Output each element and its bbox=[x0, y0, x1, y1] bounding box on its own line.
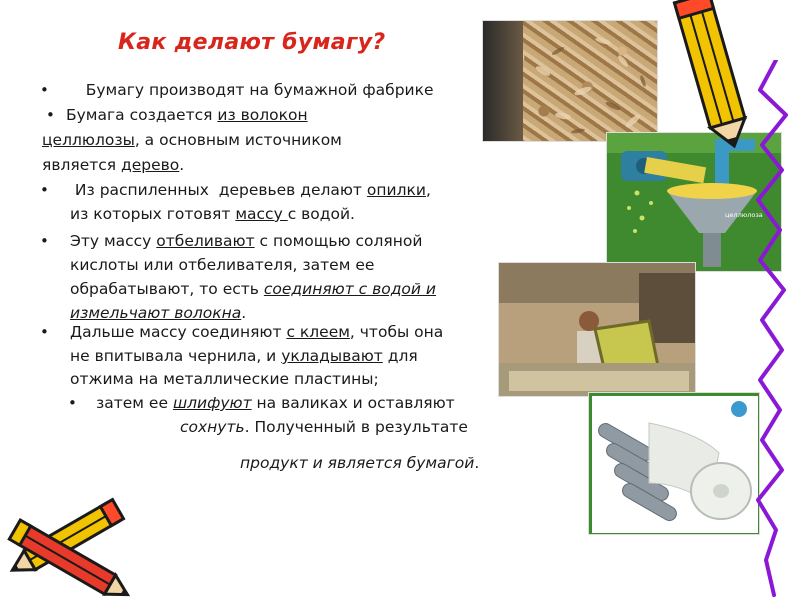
text-segment: с помощью соляной bbox=[254, 232, 423, 250]
text-segment: с водой. bbox=[287, 205, 355, 223]
text-line bbox=[70, 203, 355, 225]
crossed-pencils-icon bbox=[0, 478, 140, 600]
text-segment: , bbox=[425, 181, 431, 199]
paper-workshop-photo bbox=[498, 262, 696, 397]
cellulose-caption: целлюлоза bbox=[725, 211, 763, 219]
highlighted-term: целлюлозы bbox=[42, 131, 135, 149]
highlighted-term: из волокон bbox=[217, 106, 308, 124]
text-line bbox=[240, 452, 479, 474]
text-line bbox=[70, 179, 431, 201]
highlighted-term: измельчают волокна bbox=[70, 304, 242, 322]
text-line bbox=[42, 129, 342, 151]
text-segment: на валиках и оставляют bbox=[251, 394, 455, 412]
highlighted-term: укладывают bbox=[281, 347, 383, 365]
text-line bbox=[70, 230, 422, 252]
text-segment: обрабатывают, то есть bbox=[70, 280, 264, 298]
text-segment: . bbox=[241, 304, 247, 322]
text-segment: Бумага создается bbox=[66, 106, 218, 124]
text-segment: , а основным источником bbox=[134, 131, 342, 149]
highlighted-term: отбеливают bbox=[156, 232, 255, 250]
text-segment: из которых готовят bbox=[70, 205, 236, 223]
highlighted-term: дерево bbox=[121, 156, 180, 174]
text-segment: для bbox=[382, 347, 418, 365]
text-line bbox=[70, 278, 436, 300]
slide-title: Как делают бумагу? bbox=[118, 30, 386, 55]
text-segment: . bbox=[474, 454, 480, 472]
text-segment: продукт и является бумагой bbox=[240, 454, 475, 472]
paper-rolls-illustration bbox=[589, 393, 760, 535]
text-segment: является bbox=[42, 156, 122, 174]
text-line bbox=[70, 345, 418, 367]
text-segment: Из распиленных деревьев делают bbox=[70, 181, 367, 199]
workshop-illustration bbox=[499, 263, 696, 397]
text-line bbox=[42, 154, 184, 176]
bullet-marker: • bbox=[40, 181, 49, 199]
bullet-marker: • bbox=[46, 106, 55, 124]
highlighted-term: соединяют с водой и bbox=[263, 280, 436, 298]
bullet-marker: • bbox=[40, 232, 49, 250]
text-segment: Эту массу bbox=[70, 232, 157, 250]
text-line bbox=[70, 321, 443, 343]
text-line bbox=[70, 368, 379, 390]
text-segment: Бумагу производят на бумажной фабрике bbox=[66, 81, 434, 99]
text-line bbox=[180, 416, 468, 438]
text-line bbox=[96, 392, 455, 414]
highlighted-term: опилки bbox=[366, 181, 426, 199]
text-segment: отжима на металлические пластины; bbox=[70, 370, 379, 388]
bullet-marker: • bbox=[68, 394, 77, 412]
text-segment: . bbox=[179, 156, 185, 174]
highlighted-term: с клеем bbox=[286, 323, 350, 341]
text-segment: затем ее bbox=[96, 394, 173, 412]
highlighted-term: шлифуют bbox=[172, 394, 252, 412]
text-line bbox=[66, 79, 434, 101]
text-line bbox=[70, 254, 374, 276]
highlighted-term: массу bbox=[235, 205, 288, 223]
text-segment: кислоты или отбеливателя, затем ее bbox=[70, 256, 375, 274]
decorative-squiggle-icon bbox=[752, 60, 800, 600]
wood-chips-photo bbox=[482, 20, 658, 142]
text-segment: . Полученный в результате bbox=[244, 418, 468, 436]
bullet-marker: • bbox=[40, 323, 49, 341]
text-segment: , чтобы она bbox=[349, 323, 444, 341]
chips-texture bbox=[483, 21, 658, 142]
bullet-marker: • bbox=[40, 81, 49, 99]
text-segment: сохнуть bbox=[180, 418, 245, 436]
paper-rolls-image bbox=[588, 392, 760, 535]
text-segment: Дальше массу соединяют bbox=[70, 323, 287, 341]
text-segment: не впитывала чернила, и bbox=[70, 347, 282, 365]
text-line bbox=[66, 104, 308, 126]
